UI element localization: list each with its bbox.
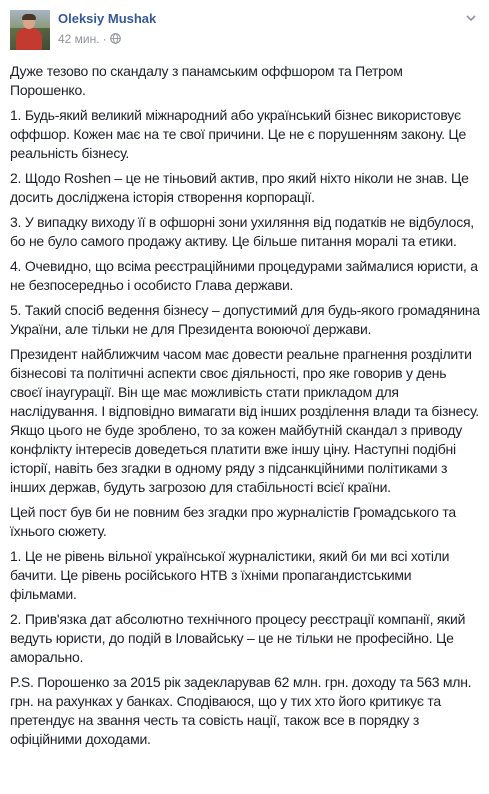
post-timestamp[interactable]: 42 мин. [58,32,100,46]
post-paragraph: 1. Це не рівень вільної української журналістики, який би ми всі хотіли бачити. Це рівень російського НТВ з їхніми пропагандистськими фільмами. [10,548,450,602]
post-paragraph: 5. Такий спосіб ведення бізнесу – допустимий для будь-якого громадянина України, але тільки не для Президента воюючої держави. [10,302,480,337]
post-paragraph: P.S. Порошенко за 2015 рік задекларував 62 млн. грн. доходу та 563 млн. грн. на рахунках у банках. Сподіваюся, що у тих хто його критикує та претендує на звання честь та совість нації, також все в порядку з офіційними доходами. [10,674,472,747]
post-paragraph: 2. Щодо Roshen – це не тіньовий актив, про який ніхто ніколи не знав. Це досить досліджена історія створення корпорації. [10,170,469,205]
post-paragraph: 3. У випадку виходу її в офшорні зони ухиляння від податків не відбулося, бо не було самого продажу активу. Це більше питання моралі та етики. [10,214,474,249]
post-body [10,62,480,755]
post-paragraph: Дуже тезово по скандалу з панамським оффшором та Петром Порошенко. [10,63,403,98]
author-avatar[interactable] [10,10,50,50]
post-paragraph: 2. Прив'язка дат абсолютно технічного процесу реєстрації компанії, який ведуть юристи, до подій в Іловайську – це не тільки не професійно. Це аморально. [10,611,466,665]
post-paragraph: Президент найближчим часом має довести реальне прагнення розділити бізнесові та політичні аспекти своє діяльності, про яке говорив у день своєї інаугурації. Він ще має можливість стати прикладом для наслідування. І відповідно вимагати від інших розділення влади та бізнесу. Якщо цього не буде зроблено, то за кожен майбутній скандал з приводу конфлікту інтересів доведеться платити вже іншу ціну. Наступні подібні історії, навіть без згадки в одному ряду з підсанкційними політиками з інших держав, будуть загрозою для стабільності всієї країни. [10,346,479,495]
meta-separator: · [102,32,107,46]
post-paragraph: 4. Очевидно, що всіма реєстраційними процедурами займалися юристи, а не безпосередньо і особисто Глава держави. [10,258,478,293]
post-paragraph: 1. Будь-який великий міжнародний або український бізнес використовує оффшор. Кожен має на те свої причини. Це не є порушенням закону. Це реальність бізнесу. [10,107,467,161]
author-name-link[interactable]: Oleksiy Mushak [58,11,157,26]
globe-icon[interactable] [110,33,121,44]
post-header [10,10,479,50]
post-paragraph: Цей пост був би не повним без згадки про журналістів Громадського та їхнього сюжету. [10,504,456,539]
chevron-down-icon[interactable] [465,12,477,24]
post-meta [58,32,121,46]
